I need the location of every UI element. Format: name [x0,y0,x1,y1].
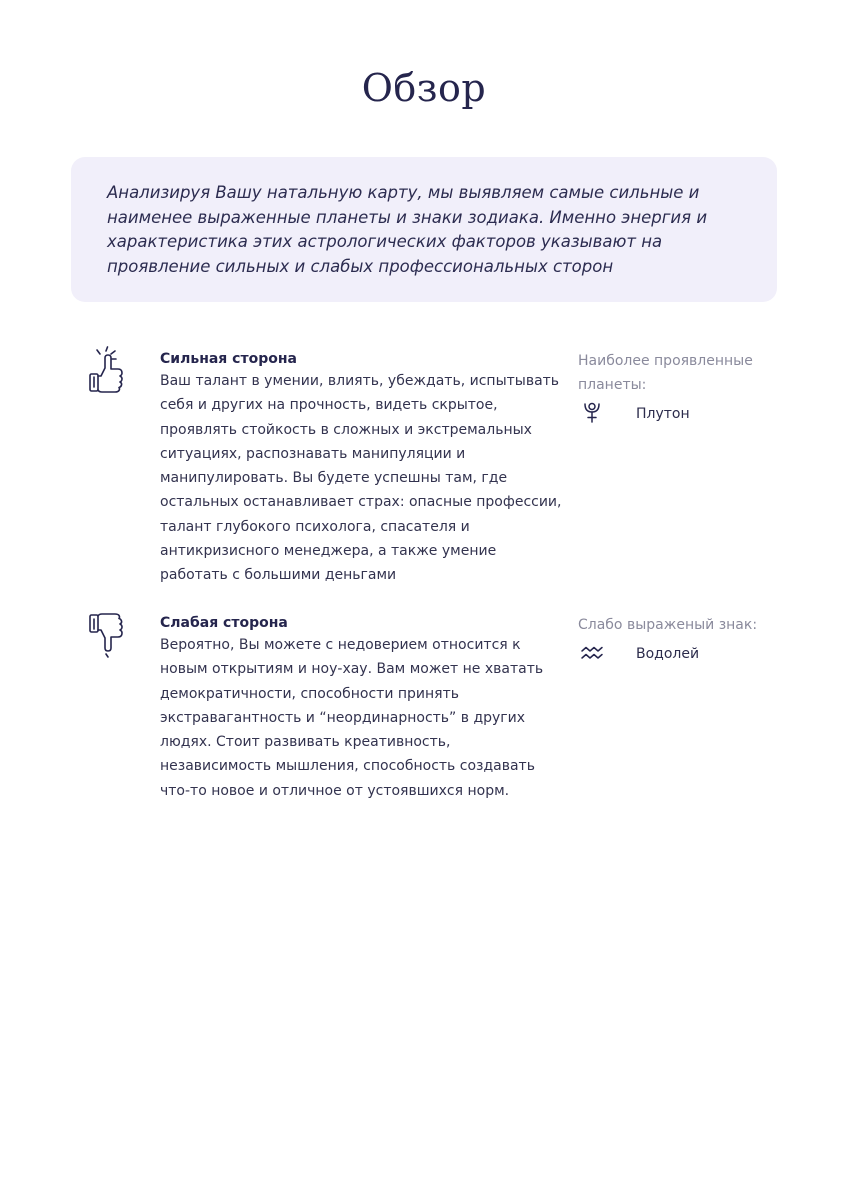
sign-row [578,641,778,667]
intro-box [71,157,777,302]
intro-text: Анализируя Вашу натальную карту, мы выявляем самые сильные и наименее выраженные планеты и знаки зодиака. Именно энергия и характеристика этих астрологических факторов указывают на проявление сильных и слабых профессиональных сторон [107,183,708,276]
page-title: Обзор [361,66,487,110]
thumbs-down-icon [86,610,126,658]
pluto-symbol-icon [580,401,604,425]
thumbs-up-icon [86,346,126,394]
strong-side-aside [578,349,778,427]
strong-side-label: Наиболее проявленные планеты: [578,353,753,393]
weak-side-text: Вероятно, Вы можете с недоверием относится к новым открытиям и ноу-хау. Вам может не хватать демократичности, способности принять экстравагантность и “неординарность” в других людях. Стоит развивать креативность, независимость мышления, способность создавать что-то новое и отличное от устоявшихся норм. [160,637,544,799]
strong-side-body [160,349,565,588]
weak-side-label: Слабо выраженый знак: [578,617,758,633]
sign-name: Водолей [636,646,700,662]
weak-side-aside [578,613,778,667]
planet-name: Плутон [636,406,690,422]
weak-side-body [160,613,565,803]
aquarius-symbol-icon [580,641,604,665]
weak-side-heading: Слабая сторона [160,615,288,631]
strong-side-heading: Сильная сторона [160,351,297,367]
planet-row [578,401,778,427]
strong-side-text: Ваш талант в умении, влиять, убеждать, испытывать себя и других на прочность, видеть скрытое, проявлять стойкость в сложных и экстремальных ситуациях, распознавать манипуляции и манипулировать. Вы будете успешны там, где остальных останавливает страх: опасные профессии, талант глубокого психолога, спасателя и антикризисного менеджера, а также умение работать с большими деньгами [160,373,562,584]
